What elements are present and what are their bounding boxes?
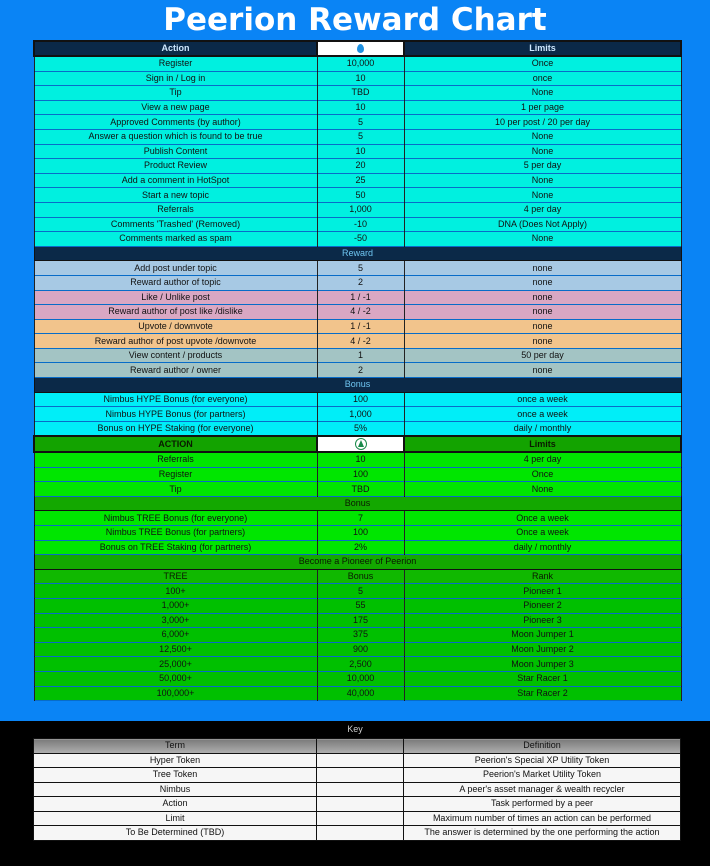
blank-cell [317,768,404,783]
tree-threshold-cell: 100+ [34,584,317,599]
tree-token-icon [355,438,367,450]
limit-cell: none [404,363,681,378]
column-header-action: Action [34,41,317,56]
key-row [34,768,681,783]
action-cell: Referrals [34,202,317,217]
term-cell: Action [34,797,317,812]
key-row [34,782,681,797]
table-row [34,613,681,628]
value-cell: 20 [317,159,404,174]
token-icon-cell [317,436,404,452]
action-cell: View a new page [34,100,317,115]
table-row [34,100,681,115]
action-cell: Publish Content [34,144,317,159]
table-row [34,188,681,203]
table-row [34,598,681,613]
table-row [34,217,681,232]
action-cell: Answer a question which is found to be true [34,129,317,144]
value-cell: 100 [317,467,404,482]
value-cell: -10 [317,217,404,232]
limit-cell: 50 per day [404,348,681,363]
table-row [34,657,681,672]
value-cell: 2 [317,275,404,290]
bonus-section-header-label: Bonus [34,378,681,393]
definition-cell: Task performed by a peer [404,797,681,812]
table-row [34,56,681,71]
rank-cell: Pioneer 2 [404,598,681,613]
action-cell: Nimbus TREE Bonus (for everyone) [34,511,317,526]
column-header-rank: Rank [404,569,681,584]
table-row [34,348,681,363]
limit-cell: none [404,261,681,276]
table-row [34,129,681,144]
value-cell: 50 [317,188,404,203]
value-cell: 10 [317,144,404,159]
column-header-bonus: Bonus [317,569,404,584]
limit-cell: once a week [404,407,681,422]
bonus-section-header [34,378,681,393]
value-cell: TBD [317,482,404,497]
rank-cell: Pioneer 3 [404,613,681,628]
table-row [34,334,681,349]
definition-cell: Maximum number of times an action can be performed [404,811,681,826]
blank-cell [317,811,404,826]
table-row [34,319,681,334]
table-row [34,671,681,686]
blank-cell [317,797,404,812]
table-row [34,511,681,526]
bonus-cell: 175 [317,613,404,628]
term-cell: To Be Determined (TBD) [34,826,317,841]
bonus-cell: 5 [317,584,404,599]
bonus-cell: 900 [317,642,404,657]
blank-cell [317,782,404,797]
action-cell: Start a new topic [34,188,317,203]
table-row [34,86,681,101]
action-cell: Register [34,56,317,71]
limit-cell: None [404,173,681,188]
action-cell: Comments marked as spam [34,232,317,247]
rank-cell: Star Racer 2 [404,686,681,701]
table-row [34,159,681,174]
action-cell: Bonus on TREE Staking (for partners) [34,540,317,555]
table-row [34,71,681,86]
limit-cell: daily / monthly [404,540,681,555]
limit-cell: 4 per day [404,452,681,467]
value-cell: 100 [317,392,404,407]
action-cell: Reward author of topic [34,275,317,290]
value-cell: 4 / -2 [317,334,404,349]
action-cell: Product Review [34,159,317,174]
bonus-cell: 375 [317,628,404,643]
value-cell: 5% [317,421,404,436]
value-cell: 4 / -2 [317,305,404,320]
rank-cell: Moon Jumper 1 [404,628,681,643]
column-header-definition: Definition [404,739,681,754]
rank-cell: Pioneer 1 [404,584,681,599]
table-row [34,173,681,188]
limit-cell: none [404,305,681,320]
key-row [34,797,681,812]
definition-cell: The answer is determined by the one performing the action [404,826,681,841]
action-cell: Sign in / Log in [34,71,317,86]
rank-cell: Moon Jumper 2 [404,642,681,657]
value-cell: 2 [317,363,404,378]
bonus-cell: 2,500 [317,657,404,672]
action-cell: Upvote / downvote [34,319,317,334]
limit-cell: None [404,232,681,247]
definition-cell: A peer's asset manager & wealth recycler [404,782,681,797]
table-row [34,628,681,643]
value-cell: 10 [317,452,404,467]
action-cell: Tip [34,86,317,101]
tree-threshold-cell: 100,000+ [34,686,317,701]
value-cell: 10 [317,71,404,86]
table-row [34,407,681,422]
tree-threshold-cell: 12,500+ [34,642,317,657]
key-row [34,753,681,768]
rank-cell: Star Racer 1 [404,671,681,686]
bonus-cell: 55 [317,598,404,613]
key-title: Key [347,724,363,734]
limit-cell: none [404,275,681,290]
value-cell: 1 [317,348,404,363]
table-row [34,584,681,599]
limit-cell: Once a week [404,511,681,526]
limit-cell: DNA (Does Not Apply) [404,217,681,232]
hyper-token-drop-icon [357,44,364,53]
value-cell: 5 [317,129,404,144]
action-cell: Comments 'Trashed' (Removed) [34,217,317,232]
limit-cell: None [404,144,681,159]
tree-bonus-section-header-label: Bonus [34,496,681,511]
action-cell: Nimbus HYPE Bonus (for partners) [34,407,317,422]
hype-header-row [34,41,681,56]
key-row [34,811,681,826]
reward-section-header [34,246,681,261]
blank-cell [317,826,404,841]
table-row [34,642,681,657]
rank-cell: Moon Jumper 3 [404,657,681,672]
bonus-cell: 40,000 [317,686,404,701]
limit-cell: none [404,319,681,334]
action-cell: Reward author of post like /dislike [34,305,317,320]
value-cell: 10,000 [317,56,404,71]
table-row [34,482,681,497]
value-cell: 1 / -1 [317,319,404,334]
column-header-tree: TREE [34,569,317,584]
value-cell: 5 [317,115,404,130]
limit-cell: none [404,290,681,305]
key-row [34,826,681,841]
table-row [34,144,681,159]
tree-threshold-cell: 3,000+ [34,613,317,628]
action-cell: Add post under topic [34,261,317,276]
value-cell: 1,000 [317,407,404,422]
tree-bonus-section-header [34,496,681,511]
value-cell: TBD [317,86,404,101]
column-header-limits: Limits [404,41,681,56]
table-row [34,275,681,290]
table-row [34,232,681,247]
term-cell: Hyper Token [34,753,317,768]
value-cell: 25 [317,173,404,188]
limit-cell: None [404,129,681,144]
action-cell: Nimbus HYPE Bonus (for everyone) [34,392,317,407]
table-row [34,392,681,407]
table-row [34,115,681,130]
limit-cell: 5 per day [404,159,681,174]
value-cell: 10 [317,100,404,115]
table-row [34,540,681,555]
reward-table [33,40,682,701]
definition-cell: Peerion's Special XP Utility Token [404,753,681,768]
table-row [34,305,681,320]
limit-cell: once a week [404,392,681,407]
table-row [34,290,681,305]
pioneer-section-header-label: Become a Pioneer of Peerion [34,555,681,570]
value-cell: 7 [317,511,404,526]
table-row [34,467,681,482]
limit-cell: 4 per day [404,202,681,217]
value-cell: 2% [317,540,404,555]
action-cell: Like / Unlike post [34,290,317,305]
key-header-row [34,739,681,754]
table-row [34,421,681,436]
action-cell: Referrals [34,452,317,467]
limit-cell: None [404,188,681,203]
blank-cell [317,753,404,768]
table-row [34,452,681,467]
action-cell: Approved Comments (by author) [34,115,317,130]
limit-cell: Once a week [404,526,681,541]
term-cell: Nimbus [34,782,317,797]
limit-cell: 1 per page [404,100,681,115]
value-cell: 5 [317,261,404,276]
term-cell: Tree Token [34,768,317,783]
table-row [34,526,681,541]
limit-cell: None [404,86,681,101]
bonus-cell: 10,000 [317,671,404,686]
key-panel [0,721,710,866]
tree-threshold-cell: 1,000+ [34,598,317,613]
limit-cell: once [404,71,681,86]
value-cell: -50 [317,232,404,247]
limit-cell: none [404,334,681,349]
limit-cell: daily / monthly [404,421,681,436]
definition-cell: Peerion's Market Utility Token [404,768,681,783]
tree-threshold-cell: 6,000+ [34,628,317,643]
page-title: Peerion Reward Chart [163,2,547,38]
value-cell: 1,000 [317,202,404,217]
table-row [34,686,681,701]
limit-cell: None [404,482,681,497]
value-cell: 1 / -1 [317,290,404,305]
key-table [33,738,681,841]
column-header-limits: Limits [404,436,681,452]
pioneer-header-row [34,569,681,584]
action-cell: Add a comment in HotSpot [34,173,317,188]
tree-header-row [34,436,681,452]
token-icon-cell [317,41,404,56]
table-row [34,363,681,378]
column-header-term: Term [34,739,317,754]
value-cell: 100 [317,526,404,541]
term-cell: Limit [34,811,317,826]
limit-cell: Once [404,467,681,482]
action-cell: Reward author of post upvote /downvote [34,334,317,349]
column-header-action: ACTION [34,436,317,452]
limit-cell: Once [404,56,681,71]
action-cell: Register [34,467,317,482]
tree-threshold-cell: 50,000+ [34,671,317,686]
pioneer-section-header [34,555,681,570]
action-cell: Bonus on HYPE Staking (for everyone) [34,421,317,436]
action-cell: Reward author / owner [34,363,317,378]
tree-threshold-cell: 25,000+ [34,657,317,672]
column-header-blank [317,739,404,754]
limit-cell: 10 per post / 20 per day [404,115,681,130]
action-cell: Nimbus TREE Bonus (for partners) [34,526,317,541]
action-cell: View content / products [34,348,317,363]
table-row [34,202,681,217]
table-row [34,261,681,276]
reward-section-header-label: Reward [34,246,681,261]
action-cell: Tip [34,482,317,497]
